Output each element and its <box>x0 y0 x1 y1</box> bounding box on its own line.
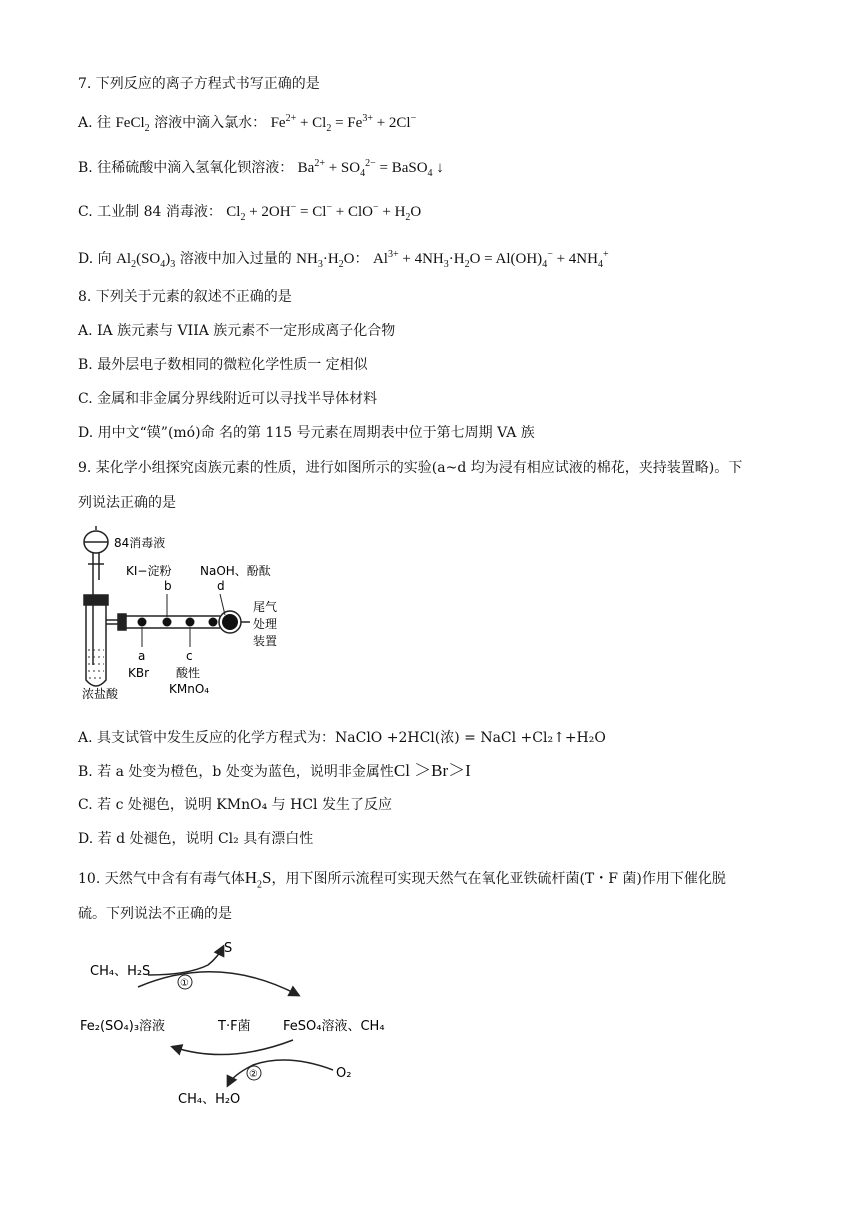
q10-stem-line2: 硫。下列说法不正确的是 <box>78 906 232 922</box>
q10-process-figure <box>78 935 418 1115</box>
q7-d-equation: $Al^{3+} + 4NH_3\cdot H_2O = Al(OH)_4^- + 4NH_4^+$ <box>372 249 609 270</box>
q9-option-a: A. 具支试管中发生反应的化学方程式为：NaClO +2HCl(浓) = NaCl +Cl₂↑+H₂O <box>78 730 606 746</box>
q10-stem-pre: 10. 天然气中含有有毒气体 <box>78 871 245 887</box>
q7-b-equation: $Ba^{2+} + SO_4^{2-}$ = BaSO$_4$ ↓ <box>297 158 444 179</box>
q7-d-mid: 溶液中加入过量的 <box>179 251 292 267</box>
fig10-label-s: S <box>224 941 233 956</box>
q10-process-drawing <box>78 935 418 1115</box>
fig9-label-c: c <box>186 649 193 663</box>
fig9-label-d: d <box>217 579 225 593</box>
fig9-label-tail1: 尾气 <box>253 600 278 614</box>
q10-h2s-formula: $H_2S$ <box>244 868 272 891</box>
q7-d-prefix: D. 向 <box>78 251 112 267</box>
q10-stem-line1 <box>78 868 726 889</box>
q7-c-equation: $Cl_2 + 2OH^- = Cl^- + ClO^- + H_2O$ <box>226 202 422 223</box>
q9-stem-line2: 列说法正确的是 <box>78 495 176 511</box>
q8-option-a: A. IA 族元素与 VIIA 族元素不一定形成离子化合物 <box>78 323 396 339</box>
fig10-step1: ① <box>180 978 189 989</box>
q9-apparatus-figure <box>70 520 300 700</box>
q9-option-d: D. 若 d 处褪色，说明 Cl₂ 具有漂白性 <box>78 831 314 847</box>
fig10-label-o2: O₂ <box>336 1066 352 1081</box>
fig9-label-a-reagent: KBr <box>128 666 150 680</box>
fig10-label-middle: T·F菌 <box>218 1019 251 1034</box>
fig9-label-b: b <box>164 579 172 593</box>
q7-d-formula2: $NH_3\cdot H_2O$ <box>296 251 355 270</box>
fig9-label-top: 84消毒液 <box>114 536 166 550</box>
fig9-label-bottom: 浓盐酸 <box>82 687 119 700</box>
q8-option-c: C. 金属和非金属分界线附近可以寻找半导体材料 <box>78 391 378 407</box>
q10-stem-post: ，用下图所示流程可实现天然气在氧化亚铁硫杆菌(T・F 菌)作用下催化脱 <box>271 871 726 887</box>
fig9-label-tail3: 装置 <box>253 634 278 648</box>
q8-option-b: B. 最外层电子数相同的微粒化学性质一 定相似 <box>78 357 368 373</box>
q7-option-a <box>78 113 416 133</box>
q7-option-d <box>78 249 609 269</box>
q9-apparatus-drawing <box>70 520 300 700</box>
q7-a-equation: $Fe^{2+} + Cl_2 = Fe^{3+} + 2Cl^-$ <box>270 113 417 134</box>
q9-b-prefix: B. 若 a 处变为橙色，b 处变为蓝色，说明非金属性 <box>78 764 394 780</box>
q7-a-mid: 溶液中滴入氯水： <box>154 115 267 131</box>
q7-c-prefix: C. 工业制 84 消毒液： <box>78 204 222 220</box>
q9-option-c: C. 若 c 处褪色，说明 KMnO₄ 与 HCl 发生了反应 <box>78 797 392 813</box>
q7-d-formula1: $Al_2(SO_4)_3$ <box>116 251 176 270</box>
fig9-label-a: a <box>138 649 146 663</box>
fig9-label-d-reagent: NaOH、酚酞 <box>200 564 271 578</box>
fig10-step2: ② <box>249 1069 258 1080</box>
q7-stem: 7. 下列反应的离子方程式书写正确的是 <box>78 76 320 92</box>
q7-option-b <box>78 158 444 178</box>
fig9-label-c-reagent2: KMnO₄ <box>169 682 210 696</box>
q7-a-prefix: A. 往 <box>78 115 112 131</box>
fig9-label-c-reagent1: 酸性 <box>176 666 201 680</box>
q9-option-b <box>78 761 471 782</box>
q8-option-d: D. 用中文“镆”(mó)命 名的第 115 号元素在周期表中位于第七周期 VA 族 <box>78 425 535 441</box>
q7-option-c <box>78 202 421 222</box>
q9-b-tail: Cl ＞Br＞I <box>393 761 471 780</box>
q7-b-prefix: B. 往稀硫酸中滴入氢氧化钡溶液： <box>78 160 294 176</box>
fig10-label-right: FeSO₄溶液、CH₄ <box>283 1019 385 1034</box>
q8-stem: 8. 下列关于元素的叙述不正确的是 <box>78 289 292 305</box>
fig10-label-ch4-h2s: CH₄、H₂S <box>90 964 151 979</box>
fig10-label-left: Fe₂(SO₄)₃溶液 <box>80 1019 166 1034</box>
fig10-label-bottom: CH₄、H₂O <box>178 1092 241 1107</box>
q7-d-colon: ： <box>354 251 369 267</box>
fig9-label-b-reagent: KI−淀粉 <box>126 564 172 578</box>
fig9-label-tail2: 处理 <box>253 617 278 631</box>
q7-a-formula: FeCl$_2$ <box>115 115 150 134</box>
q9-stem-line1: 9. 某化学小组探究卤族元素的性质，进行如图所示的实验(a~d 均为浸有相应试液的棉花，夹持装置略)。下 <box>78 460 743 476</box>
